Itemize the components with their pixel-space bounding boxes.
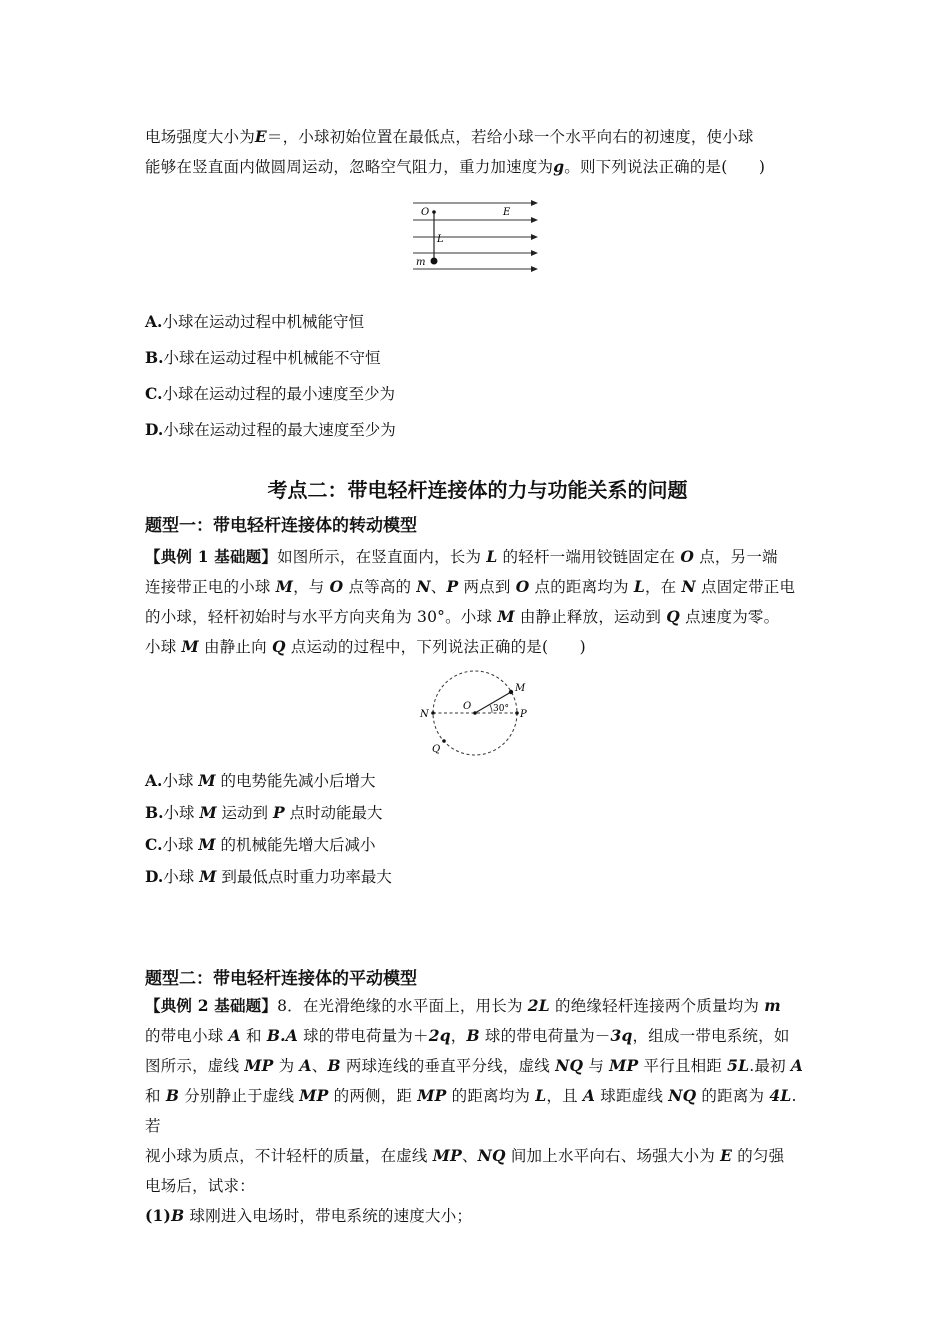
ex2-line-1: 【典例 2 基础题】8．在光滑绝缘的水平面上，用长为 2L 的绝缘轻杆连接两个质量均为 m [145,996,781,1015]
example-1-stem [145,542,810,662]
ex2-line-7: (1)B 球刚进入电场时，带电系统的速度大小； [145,1206,473,1225]
ex1-option-a[interactable]: A.小球 M 的电势能先减小后增大 [145,771,376,790]
pivot-point [432,210,436,214]
label-m: m [416,257,426,268]
question-stem [145,122,810,182]
point-Q [442,739,446,743]
label-O: O [421,207,430,218]
label-E: E [503,207,511,218]
stem-line-2: 能够在竖直面内做圆周运动，忽略空气阻力，重力加速度为g。则下列说法正确的是( ) [145,157,766,176]
angle-arc [490,705,492,713]
ex2-line-3: 图所示，虚线 MP 为 A、B 两球连线的垂直平分线，虚线 NQ 与 MP 平行且相距 5L.最初 A [145,1056,804,1075]
option-c[interactable]: C.小球在运动过程的最小速度至少为 [145,384,395,403]
label-N: N [420,709,429,720]
label-O: O [463,701,472,712]
example-2-stem [145,991,810,1231]
ball-mass [431,258,438,265]
option-b[interactable]: B.小球在运动过程中机械能不守恒 [145,348,381,367]
subtitle-rotation-model: 题型一：带电轻杆连接体的转动模型 [145,516,417,536]
rotating-rod-figure [412,668,542,760]
stem-line-1: 电场强度大小为E＝，小球初始位置在最低点，若给小球一个水平向右的初速度，使小球 [145,127,754,146]
point-P [515,711,519,715]
field-pendulum-figure [405,198,545,276]
options-list-q0 [145,304,810,448]
ex2-line-6: 电场后，试求： [145,1177,255,1195]
label-M: M [515,683,526,694]
option-a[interactable]: A.小球在运动过程中机械能守恒 [145,312,364,331]
ex1-line-2: 连接带正电的小球 M，与 O 点等高的 N、P 两点到 O 点的距离均为 L，在 N 点固定带正电 [145,577,796,596]
ex1-option-c[interactable]: C.小球 M 的机械能先增大后减小 [145,835,376,854]
angle-label: 30° [493,704,509,714]
ex1-option-b[interactable]: B.小球 M 运动到 P 点时动能最大 [145,803,383,822]
label-Q: Q [432,744,441,755]
ex2-line-4: 和 B 分别静止于虚线 MP 的两侧，距 MP 的距离均为 L，且 A 球距虚线 NQ 的距离为 4L.若 [145,1086,797,1135]
ex2-line-2: 的带电小球 A 和 B.A 球的带电荷量为＋2q，B 球的带电荷量为－3q，组成一带电系统，如 [145,1026,790,1045]
label-L: L [437,234,444,245]
section-heading: 考点二：带电轻杆连接体的力与功能关系的问题 [267,478,688,502]
ex1-line-1: 【典例 1 基础题】如图所示，在竖直面内，长为 L 的轻杆一端用铰链固定在 O 点，另一端 [145,547,778,566]
point-N [431,711,435,715]
ball-M [509,690,513,694]
options-list-ex1 [145,765,810,893]
option-d[interactable]: D.小球在运动过程的最大速度至少为 [145,420,396,439]
ex1-line-3: 的小球，轻杆初始时与水平方向夹角为 30°。小球 M 由静止释放，运动到 Q 点速度为零。 [145,607,780,626]
ex1-option-d[interactable]: D.小球 M 到最低点时重力功率最大 [145,867,392,886]
point-O [473,711,477,715]
label-P: P [520,709,527,720]
subtitle-translation-model: 题型二：带电轻杆连接体的平动模型 [145,969,417,989]
ex1-line-4: 小球 M 由静止向 Q 点运动的过程中，下列说法正确的是( ) [145,637,586,656]
ex2-line-5: 视小球为质点，不计轻杆的质量，在虚线 MP、NQ 间加上水平向右、场强大小为 E 的匀强 [145,1146,785,1165]
